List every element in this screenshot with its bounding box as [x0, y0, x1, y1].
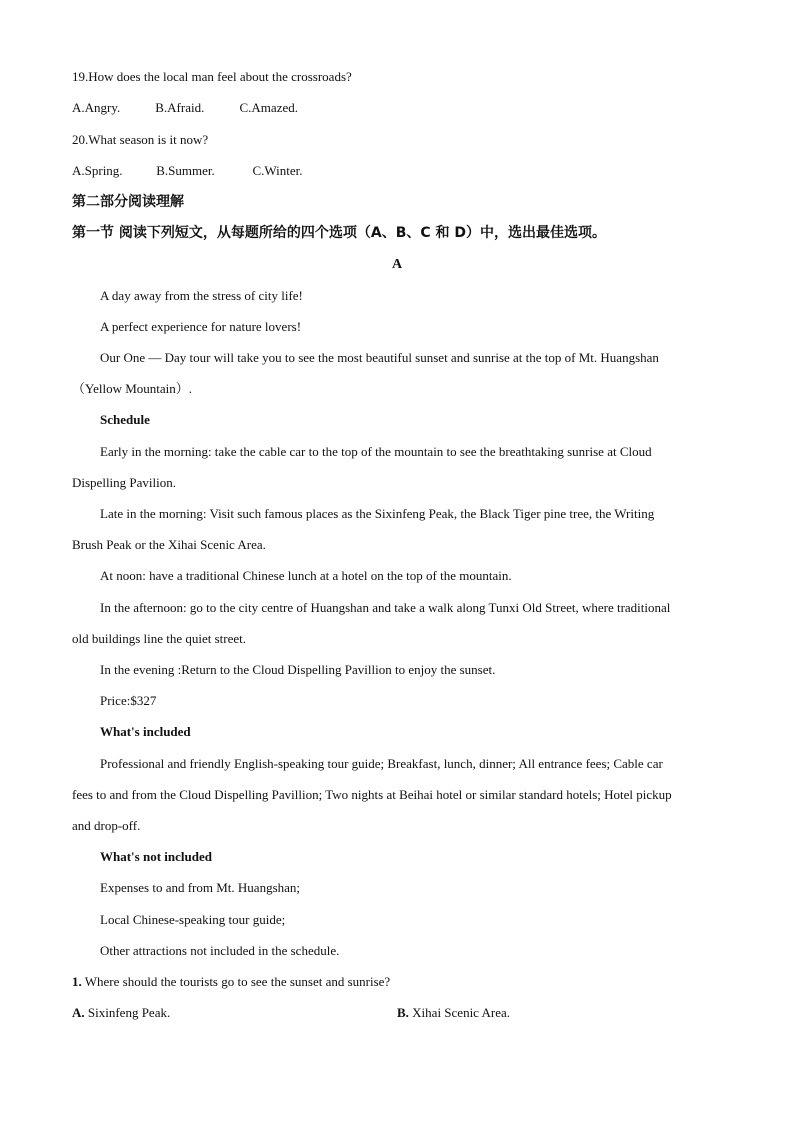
option-b: B.Summer.	[156, 163, 215, 178]
option-c: C.Winter.	[252, 163, 303, 178]
schedule-afternoon-cont: old buildings line the quiet street.	[72, 631, 247, 646]
option-key: A.	[72, 1005, 85, 1020]
included-heading: What's included	[100, 724, 191, 739]
section-heading: 第一节 阅读下列短文，从每题所给的四个选项（A、B、C 和 D）中，选出最佳选项。	[72, 225, 607, 241]
schedule-noon: At noon: have a traditional Chinese lunch at a hotel on the top of the mountain.	[100, 568, 512, 583]
part-heading: 第二部分阅读理解	[72, 194, 184, 210]
schedule-early-morning-cont: Dispelling Pavilion.	[72, 475, 176, 490]
option-b: B.Afraid.	[155, 100, 205, 115]
question-number: 1.	[72, 974, 82, 989]
option-text: Sixinfeng Peak.	[84, 1005, 171, 1020]
option-a: A.Angry.	[72, 100, 121, 115]
schedule-evening: In the evening :Return to the Cloud Dispelling Pavillion to enjoy the sunset.	[100, 662, 496, 677]
not-included-item: Local Chinese-speaking tour guide;	[100, 912, 286, 927]
passage-letter: A	[391, 257, 403, 272]
passage-intro-3: Our One — Day tour will take you to see the most beautiful sunset and sunrise at the top of Mt. Huangshan	[100, 350, 659, 365]
option-key: B.	[397, 1005, 409, 1020]
question-text: Where should the tourists go to see the sunset and sunrise?	[81, 974, 391, 989]
schedule-late-morning: Late in the morning: Visit such famous places as the Sixinfeng Peak, the Black Tiger pine tree, the Writing	[100, 506, 655, 521]
question-1	[72, 975, 390, 988]
price: Price:$327	[100, 693, 157, 708]
not-included-item: Other attractions not included in the schedule.	[100, 943, 340, 958]
passage-intro-1: A day away from the stress of city life!	[100, 288, 303, 303]
question-19-options	[72, 101, 298, 114]
option-text: Xihai Scenic Area.	[408, 1005, 510, 1020]
schedule-heading: Schedule	[100, 412, 150, 427]
schedule-afternoon: In the afternoon: go to the city centre of Huangshan and take a walk along Tunxi Old Street, where traditional	[100, 600, 671, 615]
included-text-cont-2: and drop-off.	[72, 818, 141, 833]
question-1-option-b	[397, 1006, 510, 1019]
question-20-options	[72, 164, 303, 177]
included-text-cont-1: fees to and from the Cloud Dispelling Pavillion; Two nights at Beihai hotel or similar standard hotels; Hotel pickup	[72, 787, 672, 802]
option-c: C.Amazed.	[239, 100, 298, 115]
not-included-item: Expenses to and from Mt. Huangshan;	[100, 880, 301, 895]
included-text: Professional and friendly English-speaking tour guide; Breakfast, lunch, dinner; All entrance fees; Cable car	[100, 756, 663, 771]
passage-intro-2: A perfect experience for nature lovers!	[100, 319, 302, 334]
not-included-heading: What's not included	[100, 849, 212, 864]
schedule-late-morning-cont: Brush Peak or the Xihai Scenic Area.	[72, 537, 266, 552]
passage-intro-3-cont: （Yellow Mountain）.	[72, 381, 193, 396]
option-a: A.Spring.	[72, 163, 123, 178]
question-1-option-a	[72, 1006, 170, 1019]
question-20: 20.What season is it now?	[72, 132, 209, 147]
question-19: 19.How does the local man feel about the crossroads?	[72, 69, 352, 84]
schedule-early-morning: Early in the morning: take the cable car to the top of the mountain to see the breathtaking sunrise at Cloud	[100, 444, 652, 459]
